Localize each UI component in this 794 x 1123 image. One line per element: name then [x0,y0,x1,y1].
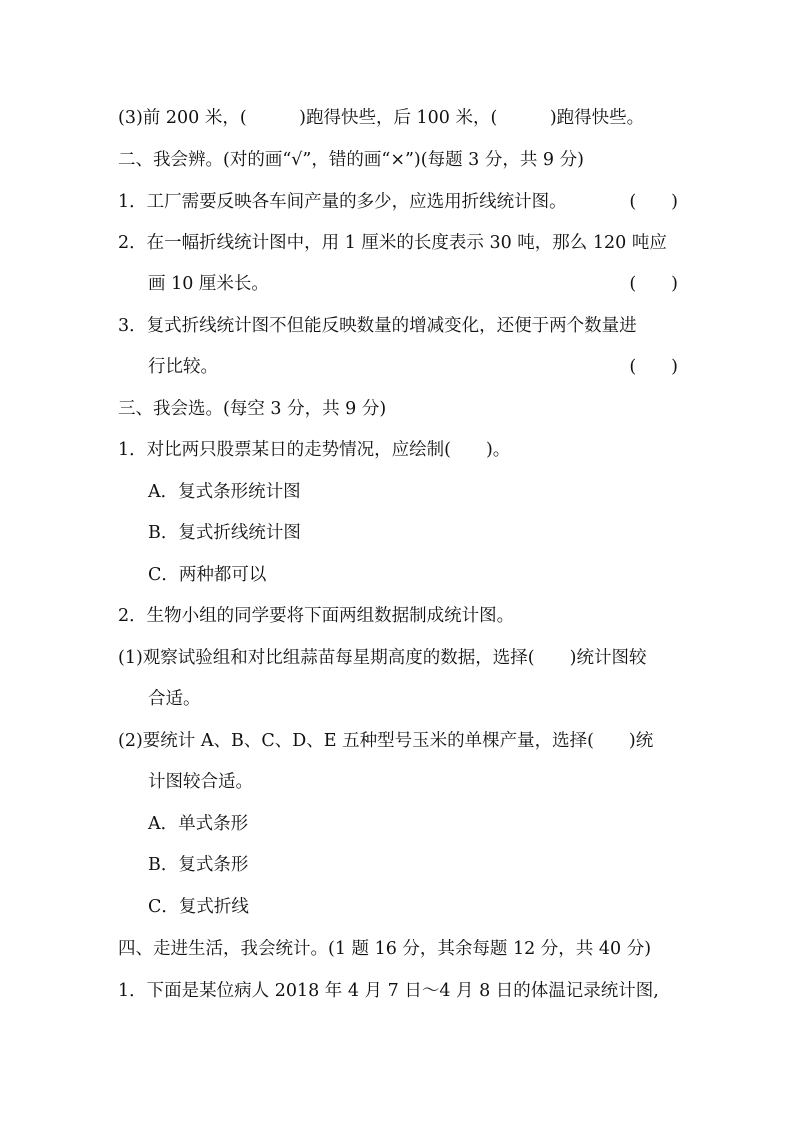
section-3-heading: 三、我会选。(每空 3 分，共 9 分) [118,399,387,419]
answer-blank: ( ) [629,192,678,212]
judge-item-2-line1: 2．在一幅折线统计图中，用 1 厘米的长度表示 30 吨，那么 120 吨应 [118,233,667,253]
section-4-heading: 四、走进生活，我会统计。(1 题 16 分，其余每题 12 分，共 40 分) [118,939,652,959]
choice-option-c: C．两种都可以 [148,565,267,585]
judge-item-1-text: 1．工厂需要反映各车间产量的多少，应选用折线统计图。 [118,192,567,212]
choice-option-c: C．复式折线 [148,897,249,917]
judge-item-3-line2 [148,355,678,379]
choice-question-2-2-line2: 计图较合适。 [148,772,253,792]
choice-question-2-1-line1: (1)观察试验组和对比组蒜苗每星期高度的数据，选择( )统计图较 [118,648,647,668]
choice-question-2: 2．生物小组的同学要将下面两组数据制成统计图。 [118,606,515,626]
choice-option-a: A．单式条形 [148,814,249,834]
choice-question-2-2-line1: (2)要统计 A、B、C、D、E 五种型号玉米的单棵产量，选择( )统 [118,731,654,751]
judge-item-2-line2 [148,272,678,296]
question-3-line: (3)前 200 米，( )跑得快些，后 100 米，( )跑得快些。 [118,108,645,128]
stats-question-1: 1．下面是某位病人 2018 年 4 月 7 日～4 月 8 日的体温记录统计图, [118,981,659,1001]
choice-option-b: B．复式条形 [148,855,249,875]
judge-item-3-text: 行比较。 [148,357,218,377]
judge-item-3-line1: 3．复式折线统计图不但能反映数量的增减变化，还便于两个数量进 [118,316,637,336]
answer-blank: ( ) [629,357,678,377]
choice-question-1: 1．对比两只股票某日的走势情况，应绘制( )。 [118,440,511,460]
choice-option-a: A．复式条形统计图 [148,482,301,502]
judge-item-2-text: 画 10 厘米长。 [148,274,269,294]
choice-question-2-1-line2: 合适。 [148,689,201,709]
answer-blank: ( ) [629,274,678,294]
choice-option-b: B．复式折线统计图 [148,523,301,543]
section-2-heading: 二、我会辨。(对的画“√”，错的画“×”)(每题 3 分，共 9 分) [118,150,584,170]
judge-item-1 [118,190,678,214]
